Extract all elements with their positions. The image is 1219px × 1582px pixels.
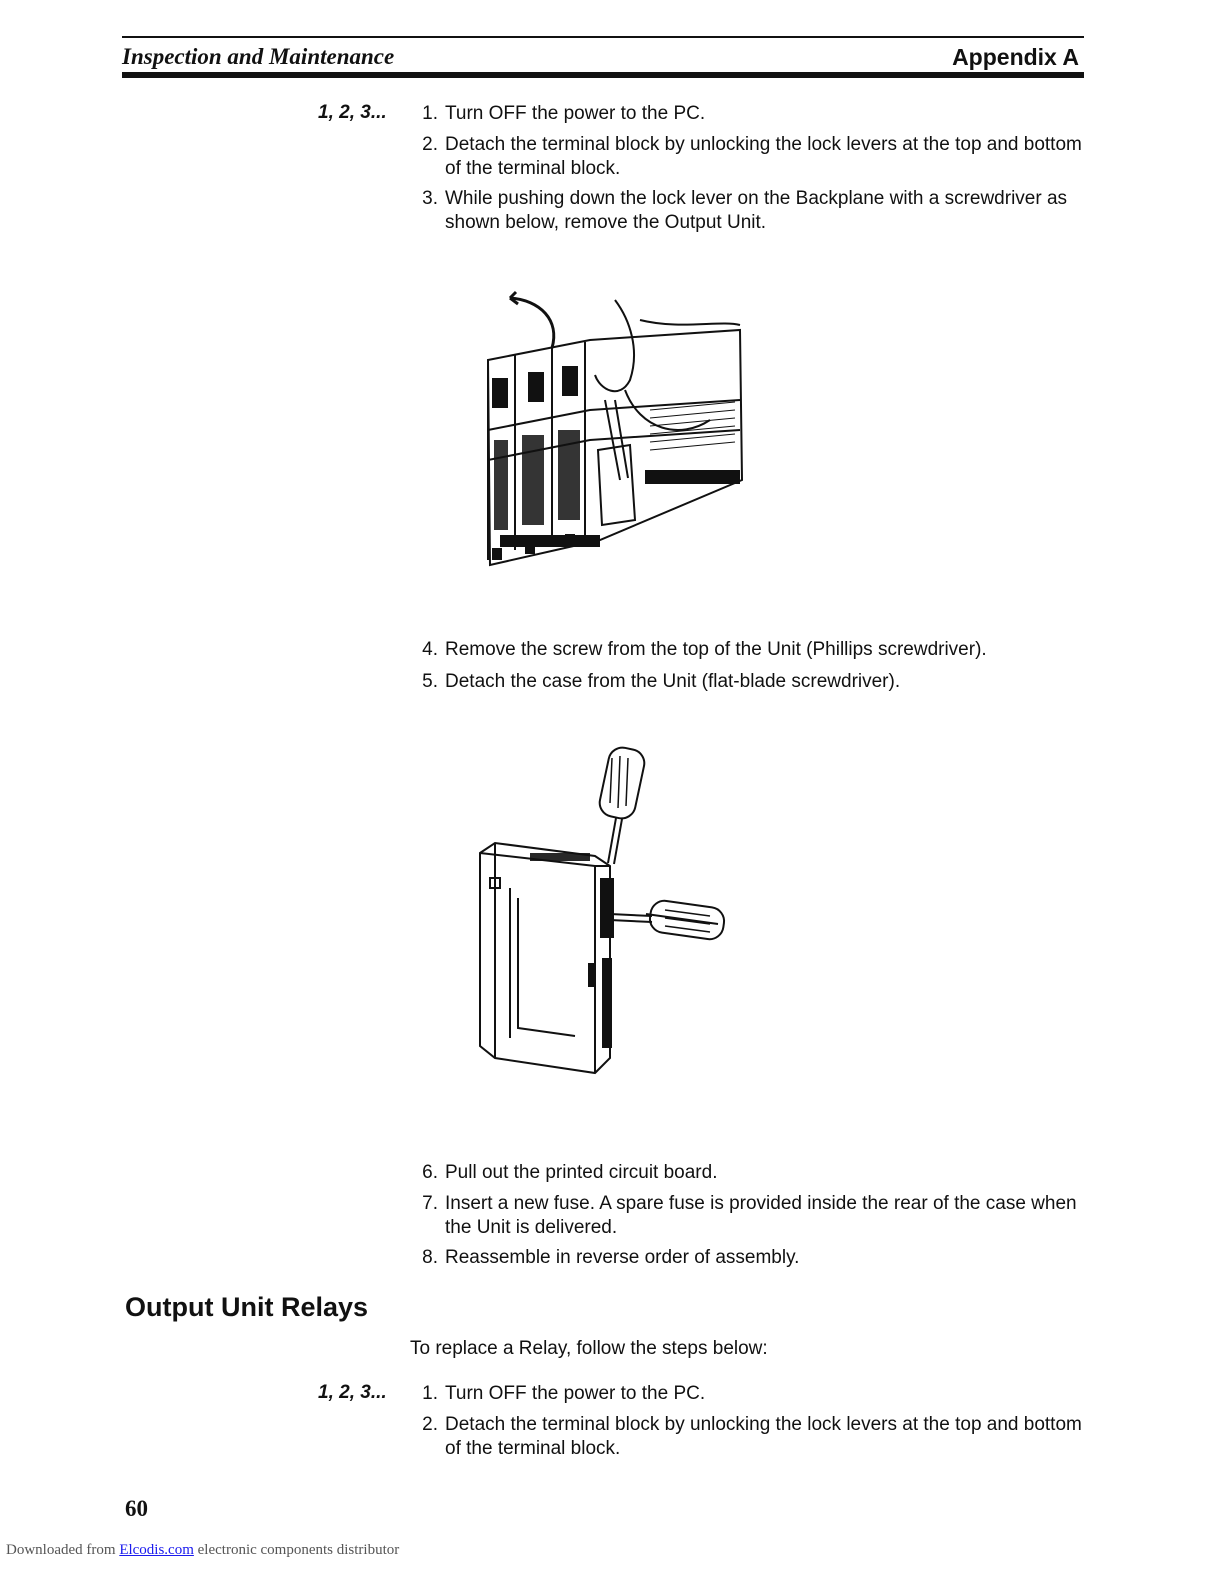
step-number: 4. bbox=[422, 639, 438, 660]
step-item bbox=[416, 670, 1088, 694]
step-item bbox=[416, 1161, 1088, 1185]
step-text: While pushing down the lock lever on the Backplane with a screwdriver as shown below, remove the Output Unit. bbox=[445, 188, 1068, 233]
step-number: 6. bbox=[422, 1162, 438, 1183]
steps-label: 1, 2, 3... bbox=[318, 1382, 387, 1403]
footer-source-link[interactable]: Elcodis.com bbox=[119, 1542, 194, 1558]
step-number: 2. bbox=[422, 134, 438, 155]
step-item bbox=[416, 102, 1088, 126]
step-number: 7. bbox=[422, 1193, 438, 1214]
header-section-title: Inspection and Maintenance bbox=[122, 44, 395, 69]
open-unit-case-illustration bbox=[470, 738, 740, 1083]
step-item bbox=[416, 1382, 1088, 1406]
step-item bbox=[416, 1192, 1088, 1240]
step-text: Turn OFF the power to the PC. bbox=[445, 1383, 706, 1404]
step-number: 1. bbox=[422, 103, 438, 124]
step-number: 5. bbox=[422, 671, 438, 692]
step-text: Detach the terminal block by unlocking the lock levers at the top and bottom of the terminal block. bbox=[445, 134, 1082, 179]
step-text: Turn OFF the power to the PC. bbox=[445, 103, 706, 124]
footer-prefix: Downloaded from bbox=[6, 1542, 116, 1558]
step-number: 2. bbox=[422, 1414, 438, 1435]
step-text: Reassemble in reverse order of assembly. bbox=[445, 1247, 800, 1268]
step-text: Remove the screw from the top of the Unit (Phillips screwdriver). bbox=[445, 639, 987, 660]
step-number: 3. bbox=[422, 188, 438, 209]
step-item bbox=[416, 187, 1088, 235]
header-appendix-label: Appendix A bbox=[952, 44, 1079, 70]
header-rule-bottom bbox=[122, 72, 1084, 78]
step-text: Detach the case from the Unit (flat-blade screwdriver). bbox=[445, 671, 901, 692]
section-intro: To replace a Relay, follow the steps below: bbox=[410, 1338, 768, 1359]
steps-label: 1, 2, 3... bbox=[318, 102, 387, 123]
step-number: 1. bbox=[422, 1383, 438, 1404]
step-item bbox=[416, 1246, 1088, 1270]
header-rule-top bbox=[122, 36, 1084, 38]
section-heading: Output Unit Relays bbox=[125, 1292, 369, 1322]
step-number: 8. bbox=[422, 1247, 438, 1268]
step-item bbox=[416, 133, 1088, 181]
step-text: Insert a new fuse. A spare fuse is provided inside the rear of the case when the Unit is delivered. bbox=[445, 1193, 1077, 1238]
step-text: Pull out the printed circuit board. bbox=[445, 1162, 718, 1183]
remove-output-unit-illustration bbox=[480, 290, 750, 570]
step-item bbox=[416, 1413, 1088, 1461]
download-footer bbox=[6, 1542, 399, 1559]
page-number: 60 bbox=[125, 1496, 148, 1521]
step-item bbox=[416, 638, 1088, 662]
footer-suffix: electronic components distributor bbox=[197, 1542, 400, 1558]
step-text: Detach the terminal block by unlocking the lock levers at the top and bottom of the terminal block. bbox=[445, 1414, 1082, 1459]
